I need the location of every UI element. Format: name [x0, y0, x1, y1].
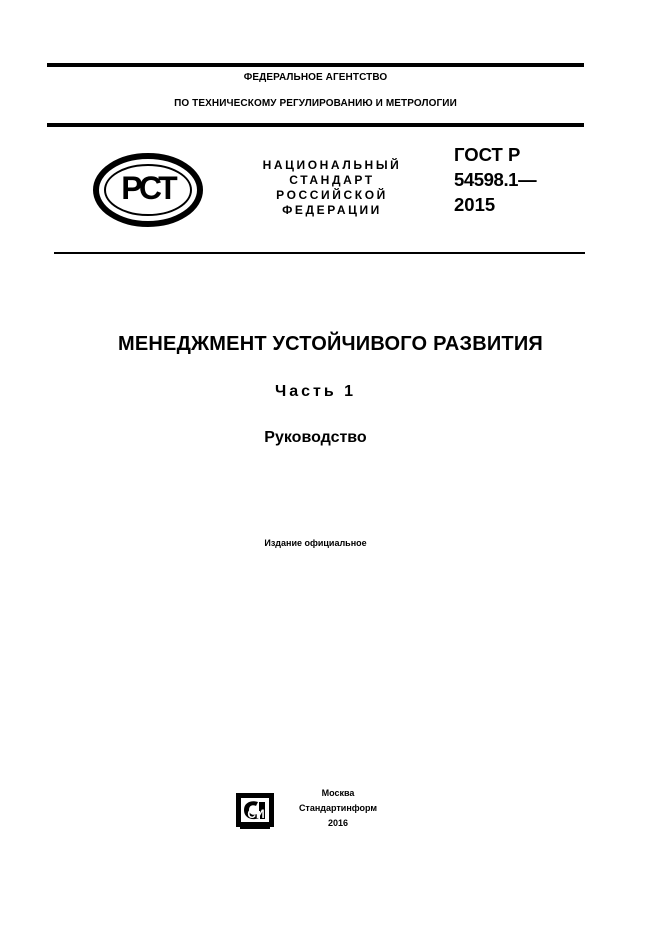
- agency-name-line-1: ФЕДЕРАЛЬНОЕ АГЕНТСТВО: [243, 72, 388, 83]
- national-standard-label: [240, 158, 424, 218]
- emblem-monogram: РСТ: [121, 170, 175, 206]
- publication-year: 2016: [327, 818, 349, 828]
- top-rule: [47, 63, 584, 67]
- document-subtitle: Руководство: [264, 429, 367, 446]
- gost-label: ГОСТ Р: [454, 144, 521, 165]
- publisher-city: Москва: [321, 788, 355, 798]
- publisher-imprint: [287, 786, 389, 831]
- gost-number: 54598.1—: [454, 169, 537, 190]
- agency-name-line-2: ПО ТЕХНИЧЕСКОМУ РЕГУЛИРОВАНИЮ И МЕТРОЛОГИИ: [174, 98, 457, 109]
- national-line-3: РОССИЙСКОЙ: [276, 188, 388, 202]
- bottom-rule: [54, 252, 585, 254]
- rst-certification-mark-icon: [93, 153, 203, 227]
- standard-designation: [454, 142, 536, 217]
- gost-year: 2015: [454, 194, 496, 215]
- publisher-logo-monogram: СИ: [247, 807, 265, 821]
- national-line-2: СТАНДАРТ: [289, 173, 375, 187]
- document-part: Часть 1: [274, 383, 357, 400]
- standartinform-logo-icon: [234, 790, 278, 832]
- middle-rule: [47, 123, 584, 127]
- national-line-4: ФЕДЕРАЦИИ: [282, 203, 382, 217]
- edition-label: Издание официальное: [264, 538, 367, 548]
- national-line-1: НАЦИОНАЛЬНЫЙ: [262, 158, 402, 172]
- publisher-name: Стандартинформ: [298, 803, 378, 813]
- document-title: МЕНЕДЖМЕНТ УСТОЙЧИВОГО РАЗВИТИЯ: [117, 333, 544, 355]
